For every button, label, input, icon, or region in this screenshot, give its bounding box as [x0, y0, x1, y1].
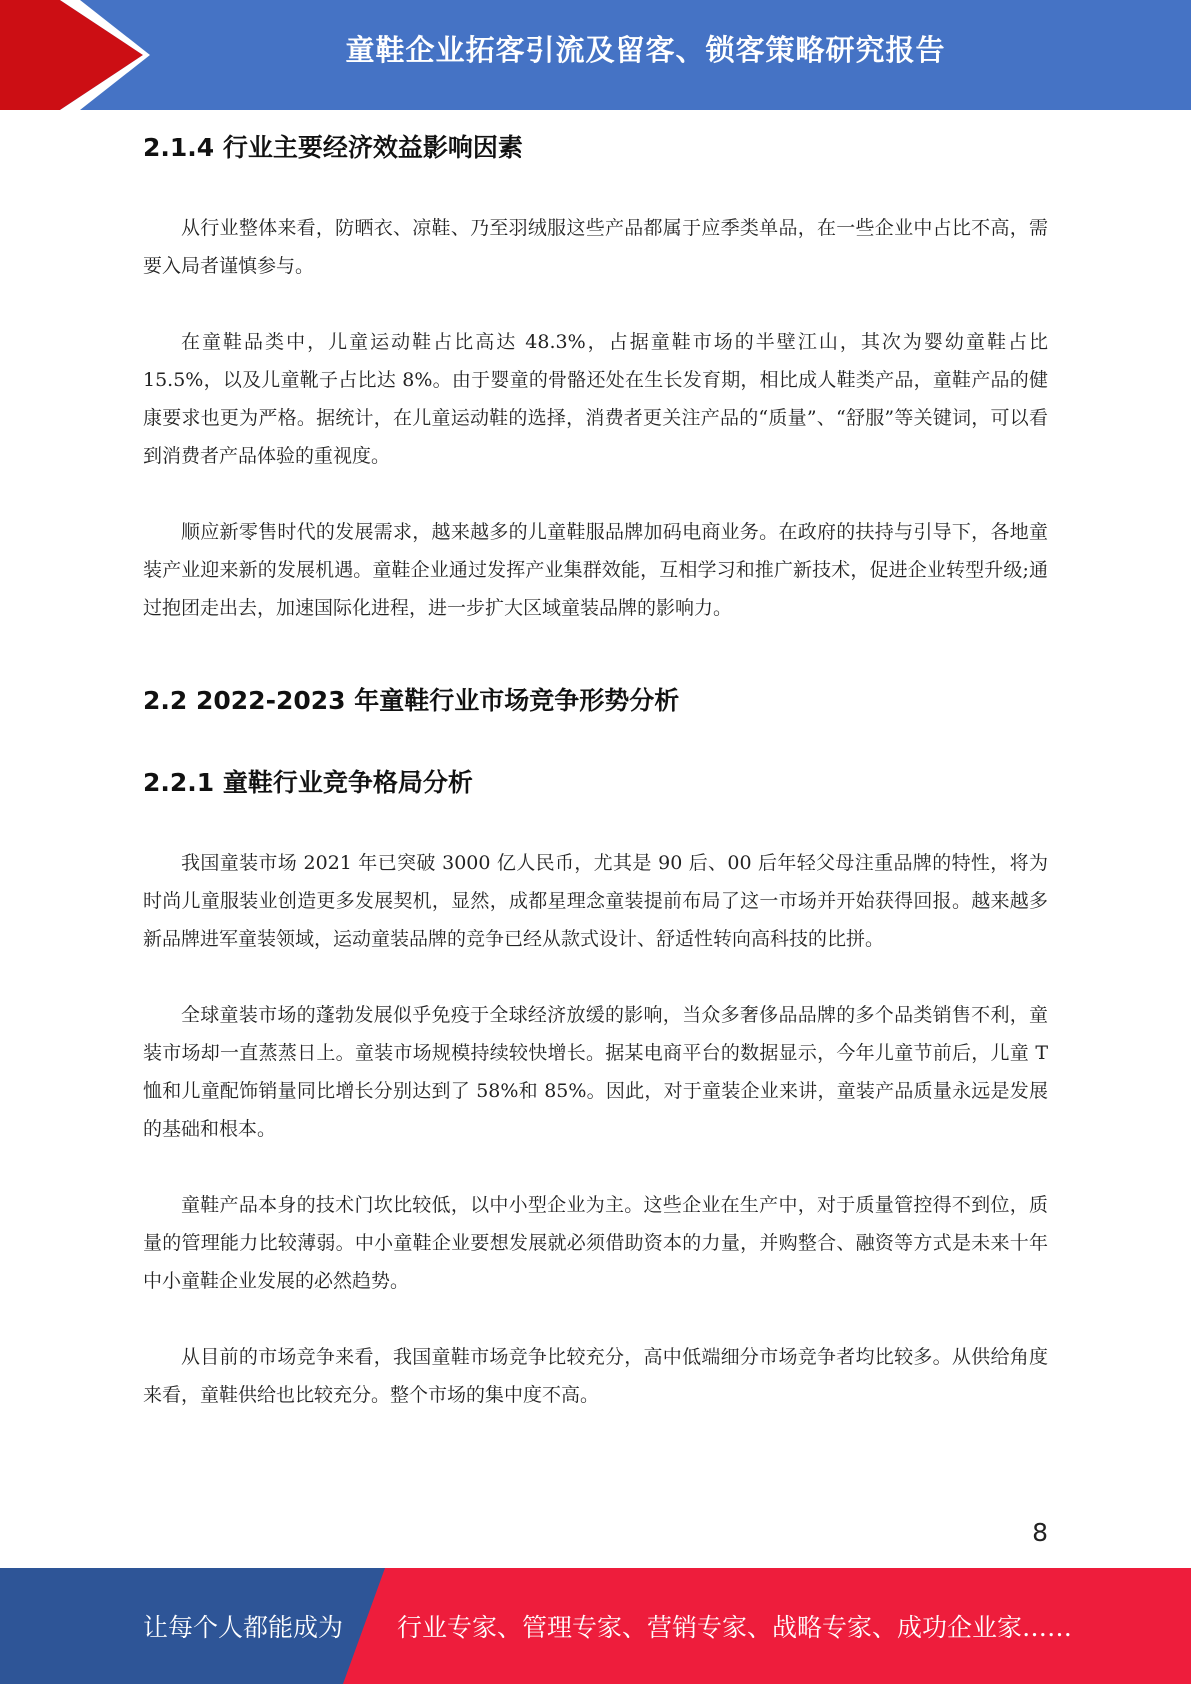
page-footer	[0, 1568, 1191, 1684]
paragraph: 童鞋产品本身的技术门坎比较低，以中小型企业为主。这些企业在生产中，对于质量管控得不到位，质量的管理能力比较薄弱。中小童鞋企业要想发展就必须借助资本的力量，并购整合、融资等方式是未来十年中小童鞋企业发展的必然趋势。	[143, 1194, 1048, 1292]
document-body	[143, 128, 1048, 1414]
section-heading: 2.2 2022-2023 年童鞋行业市场竞争形势分析	[143, 686, 680, 715]
paragraph: 顺应新零售时代的发展需求，越来越多的儿童鞋服品牌加码电商业务。在政府的扶持与引导下，各地童装产业迎来新的发展机遇。童鞋企业通过发挥产业集群效能，互相学习和推广新技术，促进企业转型升级;通过抱团走出去，加速国际化进程，进一步扩大区域童装品牌的影响力。	[143, 521, 1048, 619]
paragraph: 从目前的市场竞争来看，我国童鞋市场竞争比较充分，高中低端细分市场竞争者均比较多。从供给角度来看，童鞋供给也比较充分。整个市场的集中度不高。	[143, 1346, 1048, 1406]
page-header	[0, 0, 1191, 110]
footer-slogan-left: 让每个人都能成为	[143, 1613, 344, 1642]
footer-slogan-right: 行业专家、管理专家、营销专家、战略专家、成功企业家……	[397, 1613, 1073, 1642]
paragraph: 在童鞋品类中，儿童运动鞋占比高达 48.3%，占据童鞋市场的半壁江山，其次为婴幼童鞋占比 15.5%，以及儿童靴子占比达 8%。由于婴童的骨骼还处在生长发育期，相比成人鞋类产品，童鞋产品的健康要求也更为严格。据统计，在儿童运动鞋的选择，消费者更关注产品的“质量”、“舒服”等关键词，可以看到消费者产品体验的重视度。	[143, 331, 1048, 467]
paragraph: 全球童装市场的蓬勃发展似乎免疫于全球经济放缓的影响，当众多奢侈品品牌的多个品类销售不利，童装市场却一直蒸蒸日上。童装市场规模持续较快增长。据某电商平台的数据显示，今年儿童节前后，儿童 T 恤和儿童配饰销量同比增长分别达到了 58%和 85%。因此，对于童装企业来讲，童装产品质量永远是发展的基础和根本。	[143, 1004, 1048, 1140]
paragraph: 从行业整体来看，防晒衣、凉鞋、乃至羽绒服这些产品都属于应季类单品，在一些企业中占比不高，需要入局者谨慎参与。	[143, 217, 1048, 277]
header-title: 童鞋企业拓客引流及留客、锁客策略研究报告	[345, 33, 946, 67]
subsection-heading: 2.2.1 童鞋行业竞争格局分析	[143, 768, 473, 797]
page-number: 8	[1032, 1518, 1048, 1547]
paragraph: 我国童装市场 2021 年已突破 3000 亿人民币，尤其是 90 后、00 后年轻父母注重品牌的特性，将为时尚儿童服装业创造更多发展契机，显然，成都星理念童装提前布局了这一市场并开始获得回报。越来越多新品牌进军童装领域，运动童装品牌的竞争已经从款式设计、舒适性转向高科技的比拼。	[143, 852, 1048, 950]
section-heading: 2.1.4 行业主要经济效益影响因素	[143, 133, 523, 162]
